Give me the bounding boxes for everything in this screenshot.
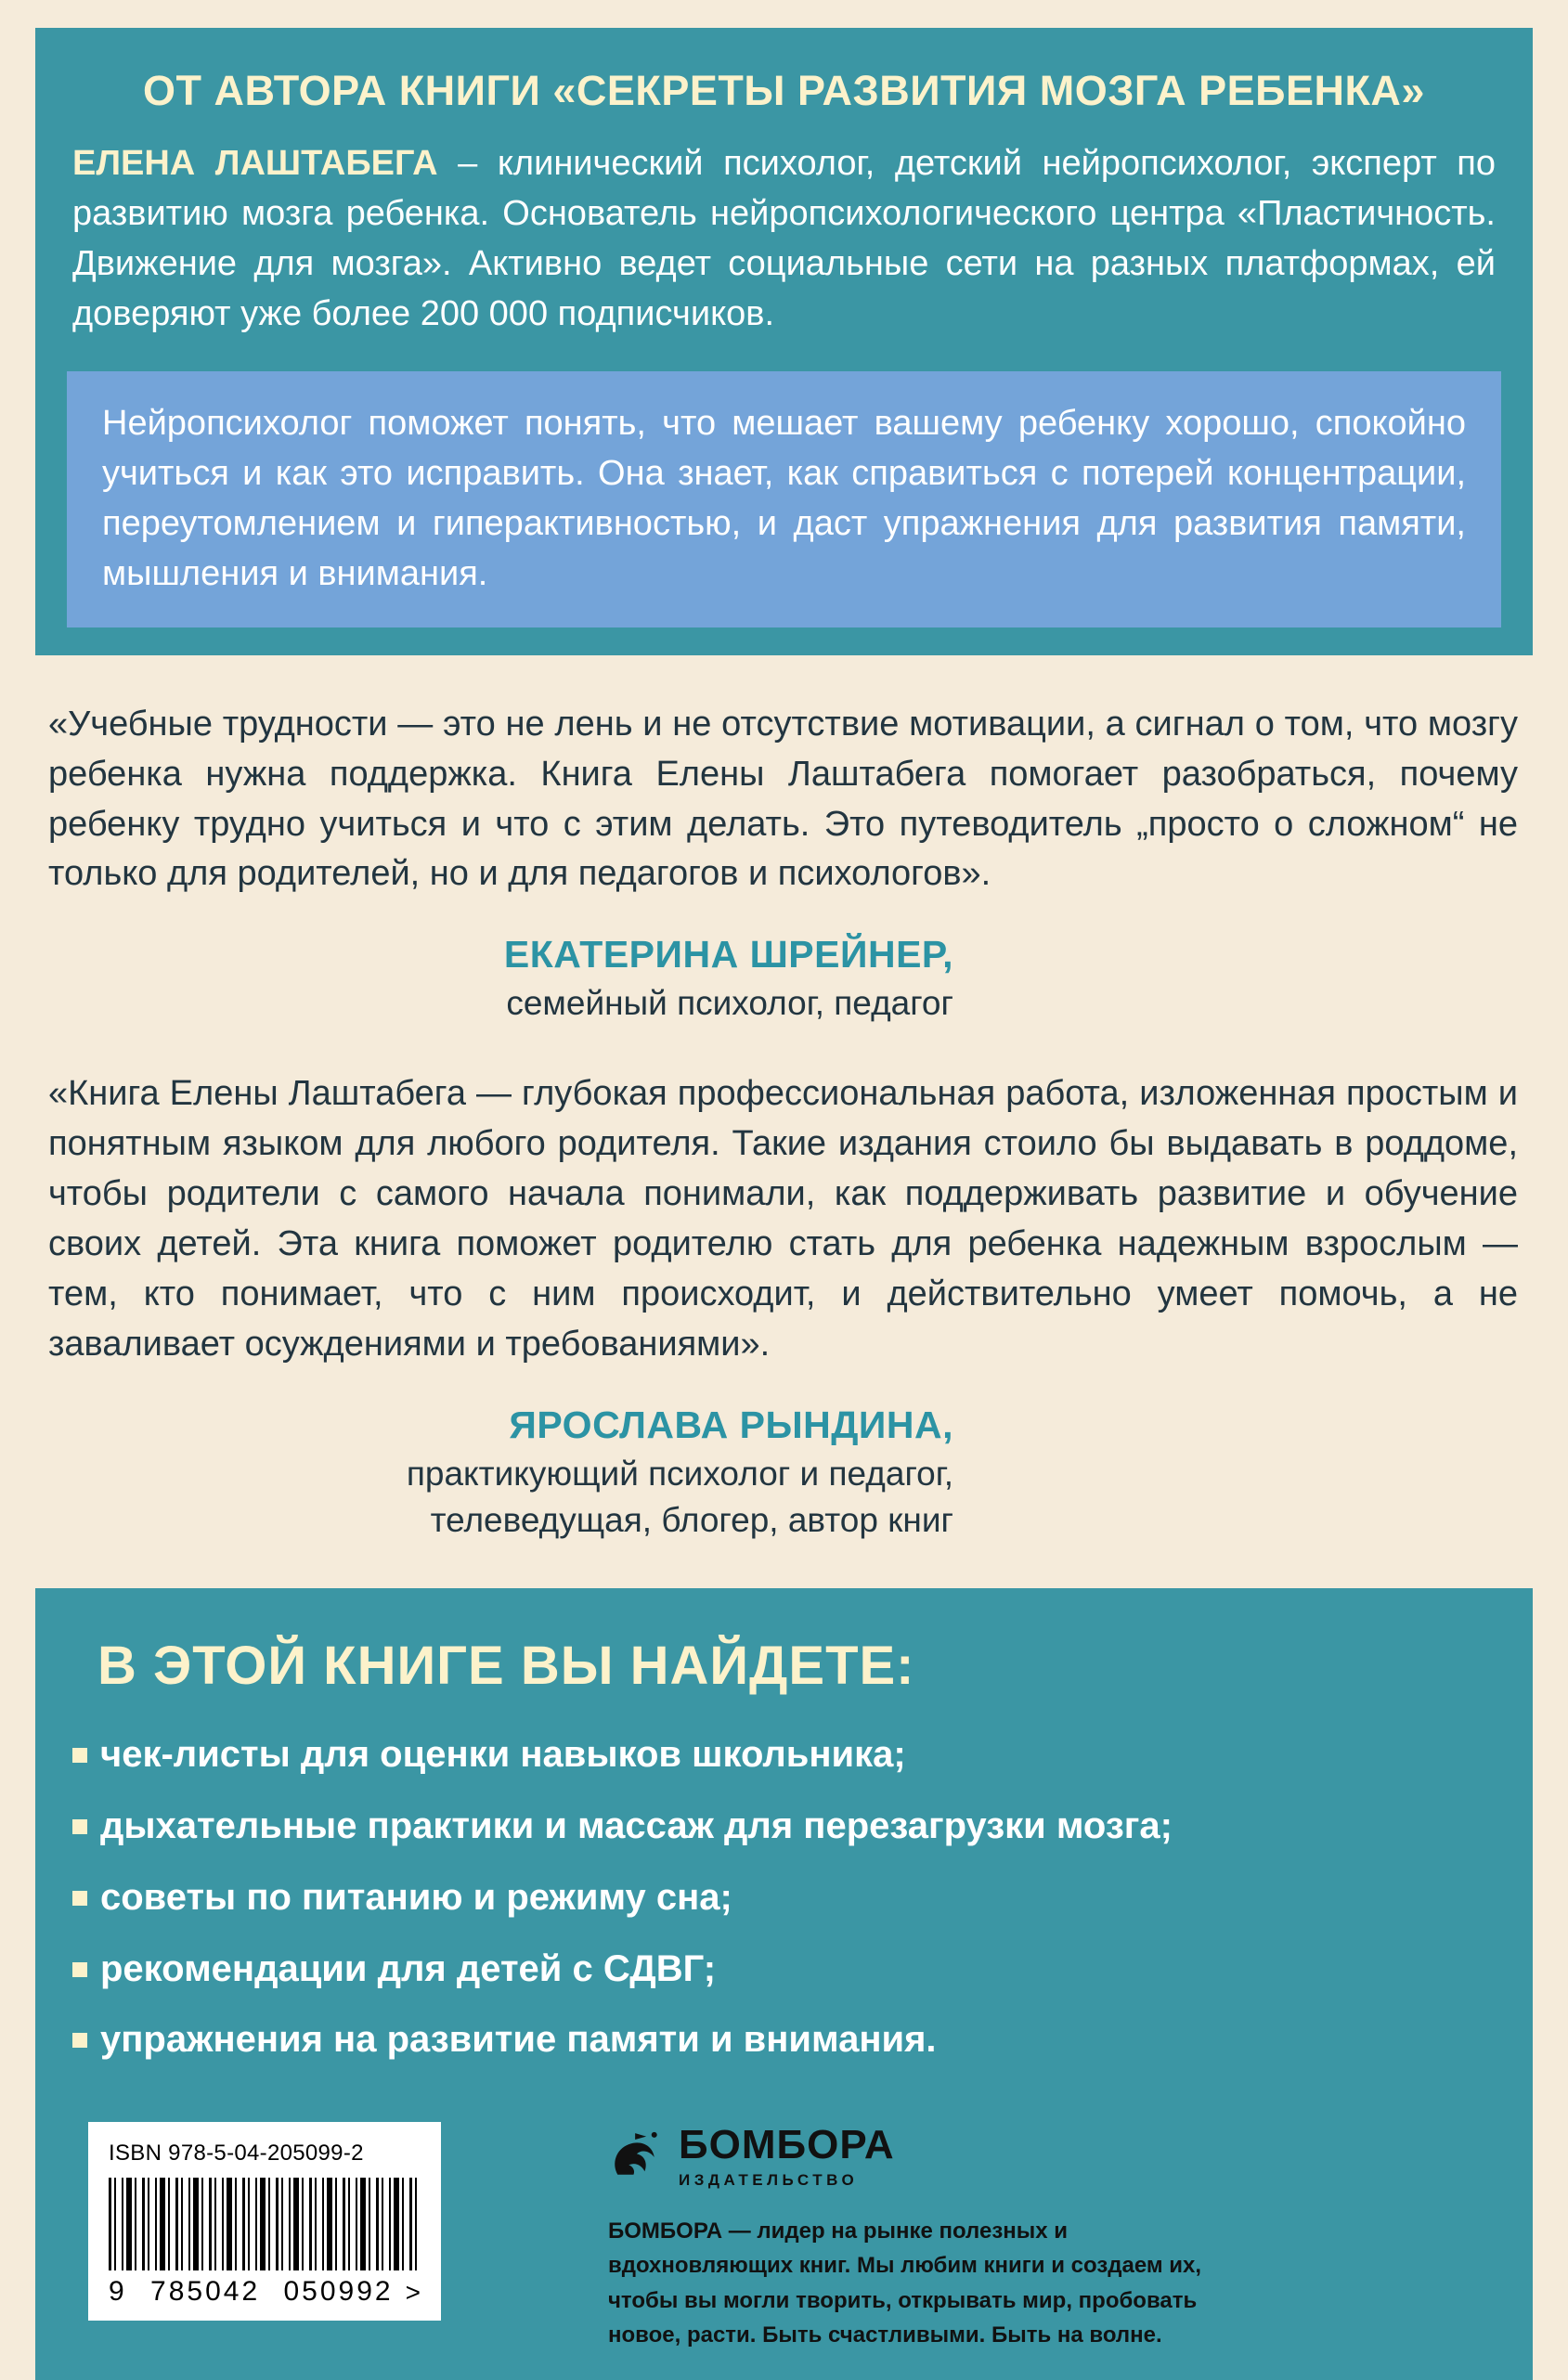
contents-section <box>35 1588 1533 2380</box>
reviewer-name-2: ЯРОСЛАВА РЫНДИНА, <box>509 1403 953 1447</box>
annotation-box <box>67 371 1501 627</box>
publisher-description: БОМБОРА — лидер на рынке полезных и вдохновляющих книг. Мы любим книги и создаем их, чтобы вы могли творить, открывать мир, пробовать новое, расти. Быть счастливыми. Быть на волне. <box>608 2218 1202 2348</box>
contents-heading: В ЭТОЙ КНИГЕ ВЫ НАЙДЕТЕ: <box>97 1636 915 1697</box>
bullet-square-icon <box>72 2033 87 2048</box>
author-name: ЕЛЕНА ЛАШТАБЕГА <box>72 144 438 183</box>
list-item-text: упражнения на развитие памяти и внимания. <box>100 2019 937 2061</box>
list-item <box>72 2017 1496 2063</box>
publisher-logo-row <box>608 2122 1258 2190</box>
bombora-wave-logo-icon <box>608 2127 664 2186</box>
top-heading: ОТ АВТОРА КНИГИ «СЕКРЕТЫ РАЗВИТИЯ МОЗГА РЕБЕНКА» <box>143 67 1425 114</box>
list-item-text: чек-листы для оценки навыков школьника; <box>100 1734 906 1776</box>
barcode <box>88 2122 441 2321</box>
reviewer-role-1: семейный психолог, педагог <box>506 984 953 1023</box>
publisher-block <box>608 2122 1258 2352</box>
list-item-text: советы по питанию и режиму сна; <box>100 1876 732 1918</box>
author-bio <box>72 139 1496 340</box>
bullet-square-icon <box>72 1748 87 1763</box>
barcode-number: 9 785042 050992 <box>109 2276 394 2308</box>
list-item <box>72 1947 1496 1992</box>
review-attribution-2 <box>48 1403 953 1540</box>
author-bio-text: – клинический психолог, детский нейропсихолог, эксперт по развитию мозга ребенка. Основатель нейропсихологического центра «Пластичность. Движение для мозга». Активно ведет социальные сети на разных платформах, ей доверяют уже более 200 000 подписчиков. <box>72 144 1496 333</box>
barcode-arrow: > <box>405 2278 421 2308</box>
review-attribution-1 <box>48 933 953 1023</box>
reviews-section <box>0 655 1568 1541</box>
reviewer-role-2a: практикующий психолог и педагог, <box>406 1455 953 1494</box>
isbn-label: ISBN 978-5-04-205099-2 <box>109 2141 364 2167</box>
list-item <box>72 1732 1496 1778</box>
reviewer-name-1: ЕКАТЕРИНА ШРЕЙНЕР, <box>503 933 953 977</box>
author-section <box>35 28 1533 655</box>
list-item <box>72 1804 1496 1849</box>
review-text-1: «Учебные трудности — это не лень и не отсутствие мотивации, а сигнал о том, что мозгу ребенка нужна поддержка. Книга Елены Лаштабега помогает разобраться, почему ребенку трудно учиться и что с этим делать. Это путеводитель „просто о сложном“ не только для родителей, но и для педагогов и психологов». <box>48 704 1518 894</box>
publisher-subtitle: ИЗДАТЕЛЬСТВО <box>679 2171 859 2190</box>
bullet-square-icon <box>72 1819 87 1834</box>
reviewer-role-2b: телеведущая, блогер, автор книг <box>430 1501 953 1540</box>
contents-list <box>72 1732 1496 2089</box>
list-item-text: рекомендации для детей с СДВГ; <box>100 1947 717 1989</box>
bullet-square-icon <box>72 1962 87 1977</box>
review-text-2: «Книга Елены Лаштабега — глубокая профессиональная работа, изложенная простым и понятным языком для любого родителя. Такие издания стоило бы выдавать в роддоме, чтобы родители с самого начала понимали, как поддерживать развитие и обучение своих детей. Эта книга поможет родителю стать для ребенка надежным взрослым — тем, кто понимает, что с ним происходит, и действительно умеет помочь, а не заваливает осуждениями и требованиями». <box>48 1074 1518 1365</box>
publisher-logo-text <box>679 2122 895 2190</box>
bullet-square-icon <box>72 1891 87 1906</box>
barcode-digits <box>109 2276 421 2308</box>
annotation-text: Нейропсихолог поможет понять, что мешает вашему ребенку хорошо, спокойно учиться и как это исправить. Она знает, как справиться с потерей концентрации, переутомлением и гиперактивностью, и даст упражнения для развития памяти, мышления и внимания. <box>102 403 1466 593</box>
list-item <box>72 1875 1496 1921</box>
list-item-text: дыхательные практики и массаж для перезагрузки мозга; <box>100 1804 1173 1846</box>
publisher-name: БОМБОРА <box>679 2122 895 2168</box>
barcode-bars-icon <box>109 2178 421 2270</box>
footer <box>88 2122 1496 2352</box>
